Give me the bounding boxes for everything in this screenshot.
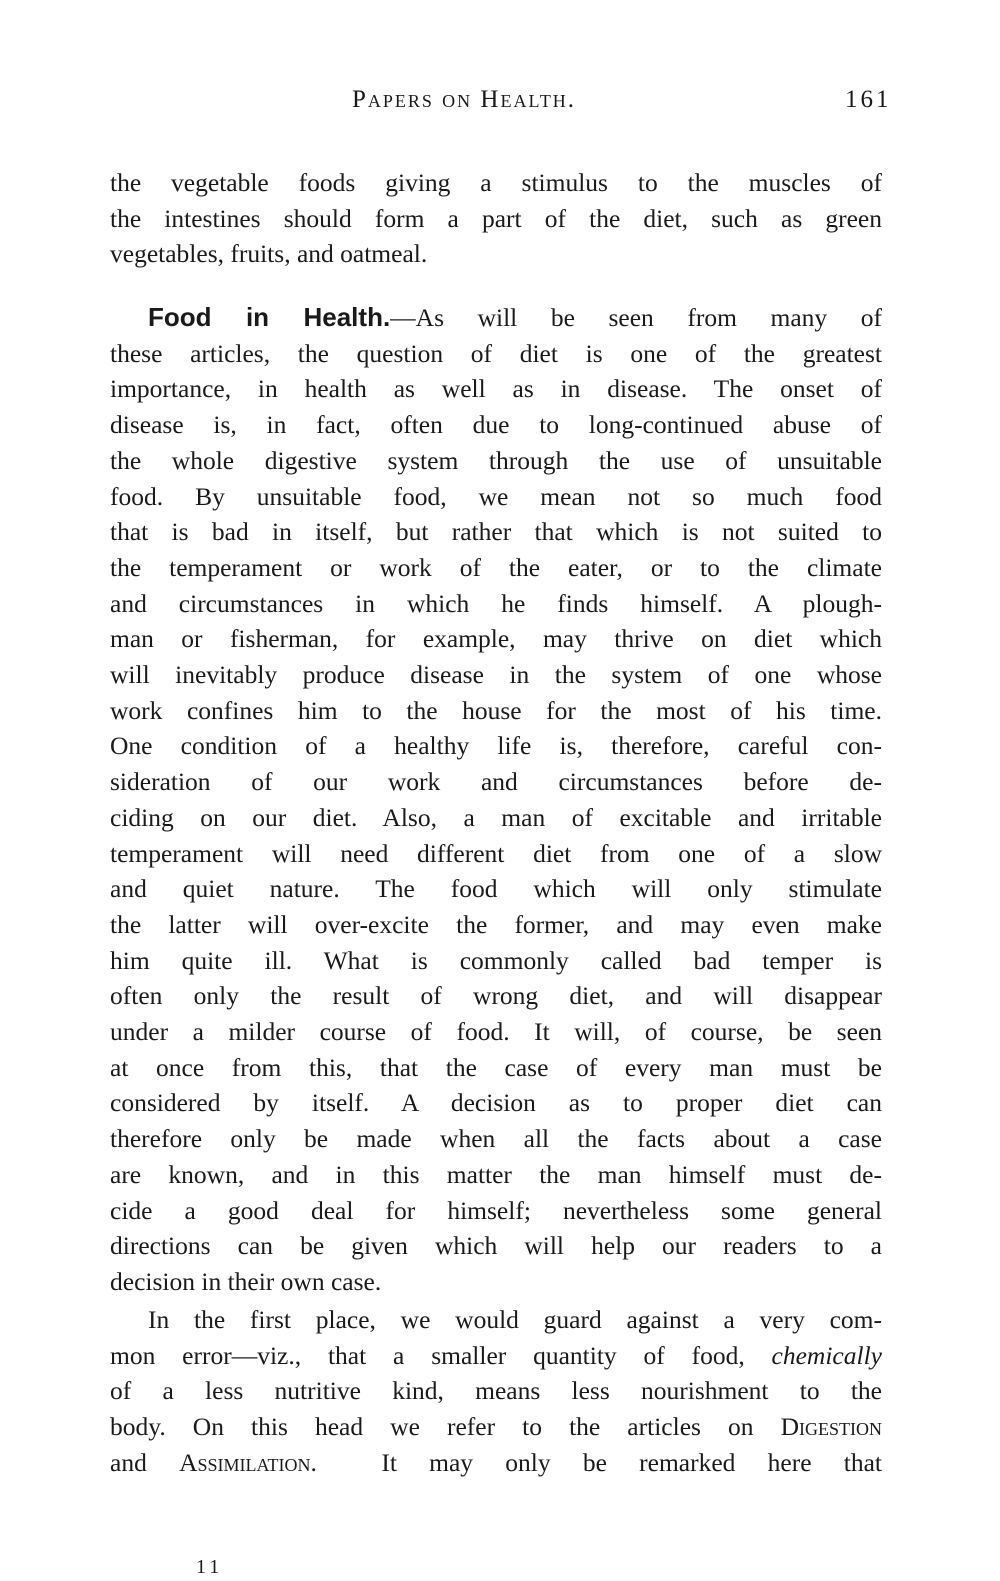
section-heading: Food in Health.: [148, 302, 391, 332]
text-line: and quiet nature. The food which will only stimulate: [110, 874, 882, 904]
text-line: One condition of a healthy life is, therefore, careful con-: [110, 731, 882, 761]
text-line: vegetables, fruits, and oatmeal.: [110, 239, 428, 269]
text-line: often only the result of wrong diet, and will disappear: [110, 981, 882, 1011]
cross-reference: Assimilation.: [179, 1447, 317, 1477]
text-line: In the first place, we would guard against a very com-: [148, 1305, 882, 1334]
text-line: [110, 1445, 882, 1481]
text-line: the latter will over-excite the former, and may even make: [110, 909, 882, 939]
text-line: disease is, in fact, often due to long-continued abuse of: [110, 410, 882, 440]
cross-reference: Digestion: [780, 1412, 882, 1442]
text-line: decision in their own case.: [110, 1266, 382, 1296]
text-line: [110, 1338, 882, 1374]
text-span: and: [110, 1447, 180, 1477]
paragraph-1: [110, 165, 882, 272]
text-line: cide a good deal for himself; nevertheless some general: [110, 1195, 882, 1225]
text-line: ciding on our diet. Also, a man of excitable and irritable: [110, 802, 882, 832]
text-line: the whole digestive system through the use of unsuitable: [110, 445, 882, 475]
text-line: at once from this, that the case of every man must be: [110, 1052, 882, 1082]
text-line: will inevitably produce disease in the system of one whose: [110, 660, 882, 690]
text-line: food. By unsuitable food, we mean not so much food: [110, 481, 882, 511]
text-line: directions can be given which will help our readers to a: [110, 1231, 882, 1261]
text-line: the temperament or work of the eater, or to the climate: [110, 552, 882, 582]
paragraph-food-in-health: [110, 300, 882, 1300]
running-title: Papers on Health.: [352, 86, 577, 113]
signature-mark: 11: [196, 1556, 224, 1578]
text-line: these articles, the question of diet is one of the greatest: [110, 338, 882, 368]
text-span: mon error—viz., that a smaller quantity of food,: [110, 1340, 772, 1370]
text-line: the vegetable foods giving a stimulus to the muscles of: [110, 168, 882, 197]
text-span: —As will be seen from many of: [390, 303, 882, 332]
text-line: him quite ill. What is commonly called bad temper is: [110, 945, 882, 975]
text-line: that is bad in itself, but rather that which is not suited to: [110, 517, 882, 547]
text-line: sideration of our work and circumstances before de-: [110, 767, 882, 797]
text-line: [110, 1409, 882, 1445]
text-line: therefore only be made when all the facts about a case: [110, 1124, 882, 1154]
text-line: importance, in health as well as in disease. The onset of: [110, 374, 882, 404]
text-line: work confines him to the house for the most of his time.: [110, 695, 882, 725]
text-span: It may only be remarked here that: [316, 1447, 882, 1477]
text-line: under a milder course of food. It will, of course, be seen: [110, 1017, 882, 1047]
italic-word: chemically: [771, 1340, 882, 1370]
paragraph-3: [110, 1302, 882, 1481]
text-line: [110, 300, 882, 336]
text-span: body. On this head we refer to the articles on: [110, 1412, 781, 1442]
text-line: man or fisherman, for example, may thrive on diet which: [110, 624, 882, 654]
text-line: considered by itself. A decision as to proper diet can: [110, 1088, 882, 1118]
text-line: temperament will need different diet from one of a slow: [110, 838, 882, 868]
text-line: the intestines should form a part of the diet, such as green: [110, 203, 882, 233]
text-line: of a less nutritive kind, means less nourishment to the: [110, 1376, 882, 1406]
text-line: and circumstances in which he finds himself. A plough-: [110, 588, 882, 618]
text-line: are known, and in this matter the man himself must de-: [110, 1159, 882, 1189]
page-number: 161: [845, 86, 892, 113]
